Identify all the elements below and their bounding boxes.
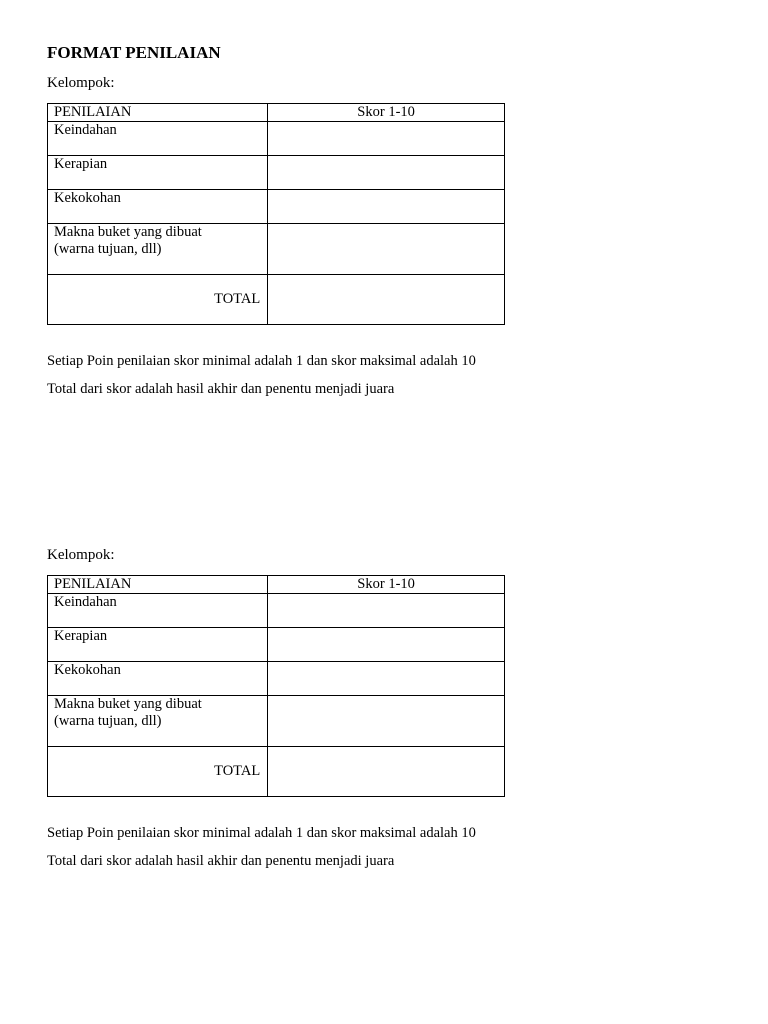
group-label: Kelompok:	[47, 547, 115, 563]
scoring-rule-note: Setiap Poin penilaian skor minimal adalah 1 dan skor maksimal adalah 10	[47, 353, 476, 369]
criteria-cell: Kekokohan	[48, 190, 268, 224]
score-cell[interactable]	[268, 662, 505, 696]
total-row	[48, 747, 505, 797]
criteria-cell: Keindahan	[48, 122, 268, 156]
criteria-header: PENILAIAN	[48, 104, 268, 122]
score-cell[interactable]	[268, 696, 505, 747]
assessment-section-2	[47, 546, 507, 870]
criteria-line: Makna buket yang dibuat	[54, 696, 202, 712]
table-row	[48, 594, 505, 628]
scoring-rule-note: Setiap Poin penilaian skor minimal adalah 1 dan skor maksimal adalah 10	[47, 825, 476, 841]
criteria-header: PENILAIAN	[48, 576, 268, 594]
criteria-line: (warna tujuan, dll)	[54, 713, 162, 729]
criteria-cell: Kerapian	[48, 628, 268, 662]
table-row	[48, 190, 505, 224]
table-row	[48, 696, 505, 747]
total-score-cell[interactable]	[268, 275, 505, 325]
score-cell[interactable]	[268, 156, 505, 190]
total-label: TOTAL	[48, 747, 268, 797]
table-row	[48, 628, 505, 662]
score-cell[interactable]	[268, 190, 505, 224]
assessment-section-1	[47, 74, 507, 398]
criteria-line: (warna tujuan, dll)	[54, 241, 162, 257]
total-rule-note: Total dari skor adalah hasil akhir dan penentu menjadi juara	[47, 853, 395, 869]
score-header: Skor 1-10	[268, 576, 505, 594]
table-header-row	[48, 576, 505, 594]
table-row	[48, 156, 505, 190]
criteria-cell: Kerapian	[48, 156, 268, 190]
score-cell[interactable]	[268, 628, 505, 662]
criteria-cell: Keindahan	[48, 594, 268, 628]
total-rule-note: Total dari skor adalah hasil akhir dan penentu menjadi juara	[47, 381, 395, 397]
total-score-cell[interactable]	[268, 747, 505, 797]
criteria-cell: Kekokohan	[48, 662, 268, 696]
group-label: Kelompok:	[47, 75, 115, 91]
total-row	[48, 275, 505, 325]
score-header: Skor 1-10	[268, 104, 505, 122]
table-row	[48, 122, 505, 156]
score-table	[47, 575, 505, 797]
score-cell[interactable]	[268, 594, 505, 628]
score-cell[interactable]	[268, 122, 505, 156]
total-label: TOTAL	[48, 275, 268, 325]
criteria-cell	[48, 696, 268, 747]
table-row	[48, 224, 505, 275]
table-header-row	[48, 104, 505, 122]
criteria-cell	[48, 224, 268, 275]
score-table	[47, 103, 505, 325]
criteria-line: Makna buket yang dibuat	[54, 224, 202, 240]
table-row	[48, 662, 505, 696]
page-title: FORMAT PENILAIAN	[47, 43, 221, 62]
score-cell[interactable]	[268, 224, 505, 275]
